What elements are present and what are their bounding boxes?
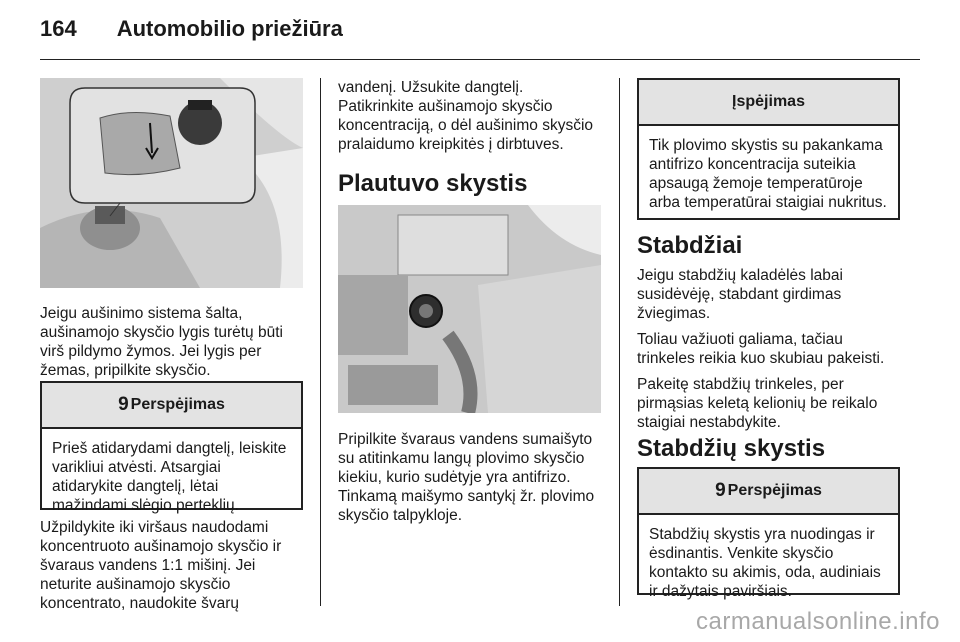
- notice-box-header: [639, 80, 898, 126]
- coolant-continue-text: vandenį. Užsukite dangtelį. Patikrinkite aušinamojo skysčio koncentraciją, o dėl aušinimo skysčio pralaidumo kreipkitės į dirbtuves.: [338, 79, 594, 153]
- warning-icon: 9: [715, 480, 726, 501]
- page-header: [40, 14, 343, 44]
- column-divider: [619, 78, 620, 606]
- washer-fluid-heading: Plautuvo skystis: [338, 170, 528, 197]
- coolant-continue: [338, 78, 603, 161]
- brakes-heading: Stabdžiai: [637, 232, 743, 259]
- header-rule: [40, 59, 920, 60]
- brakes-paragraph-2: Toliau važiuoti galiama, tačiau trinkeles reikia kuo skubiau pakeisti.: [637, 331, 885, 367]
- coolant-reservoir-photo: [40, 78, 303, 288]
- warning-text: Stabdžių skystis yra nuodingas ir ėsdinantis. Venkite skysčio kontakto su akimis, oda, audiniais ir dažytais paviršiais.: [649, 526, 881, 600]
- warning-box-brake-fluid: [637, 467, 900, 600]
- watermark: carmanualsonline.info: [696, 608, 940, 635]
- washer-fluid-reservoir-photo: [338, 205, 601, 413]
- warning-box-header: [42, 383, 301, 429]
- coolant-level-text: Jeigu aušinimo sistema šalta, aušinamojo skysčio lygis turėtų būti virš pildymo žymos. Jei lygis per žemas, pripilkite skysčio.: [40, 305, 283, 379]
- warning-title: Perspėjimas: [130, 396, 225, 413]
- intro-paragraph: [40, 304, 305, 387]
- fill-instructions: [40, 518, 305, 620]
- brakes-paragraph-3: Pakeitę stabdžių trinkeles, per pirmąsias keletą kelionių be reikalo staigiai nestabdykite.: [637, 376, 878, 431]
- notice-text: Tik plovimo skystis su pakankama antifrizo koncentracija suteikia apsaugą žemoje temperatūroje arba temperatūrai staigiai nukritus.: [649, 137, 887, 211]
- brakes-section: [637, 266, 902, 439]
- chapter-title: Automobilio priežiūra: [116, 16, 343, 41]
- warning-box-header: [639, 469, 898, 515]
- warning-box-coolant: [40, 381, 303, 514]
- column-divider: [320, 78, 321, 606]
- washer-fluid-text: Pripilkite švaraus vandens sumaišyto su atitinkamu langų plovimo skysčio kiekiu, kurio sudėtyje yra antifrizo. Tinkamą maišymo santykį žr. plovimo skysčio talpykloje.: [338, 431, 595, 524]
- brakes-paragraph-1: Jeigu stabdžių kaladėlės labai susidėvėję, stabdant girdimas žviegimas.: [637, 267, 843, 322]
- warning-icon: 9: [118, 394, 129, 415]
- fill-text: Užpildykite iki viršaus naudodami koncentruoto aušinamojo skysčio ir švaraus vandens 1:1 mišinį. Jei neturite aušinamojo skysčio koncentrato, naudokite švarų: [40, 519, 282, 612]
- notice-box-washer: [637, 78, 900, 220]
- brake-fluid-heading: Stabdžių skystis: [637, 435, 826, 462]
- page-number: 164: [40, 16, 77, 41]
- warning-title: Perspėjimas: [727, 482, 822, 499]
- notice-title: Įspėjimas: [732, 93, 805, 110]
- washer-fluid-paragraph: [338, 430, 603, 532]
- warning-text: Prieš atidarydami dangtelį, leiskite varikliui atvėsti. Atsargiai atidarykite dangtelį, lėtai mažindami slėgio perteklių.: [52, 440, 287, 514]
